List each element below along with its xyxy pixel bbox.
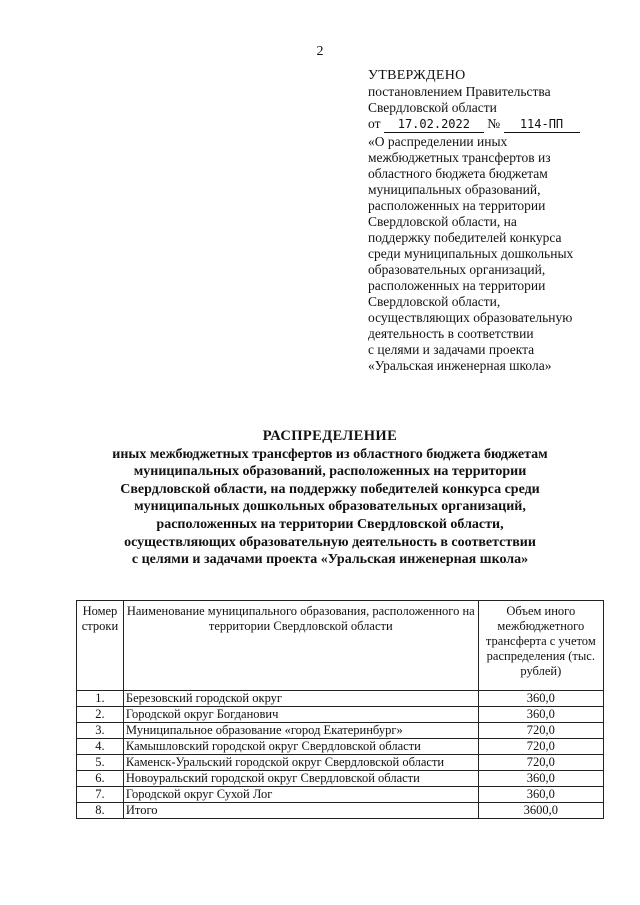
resolution-name-line: образовательных организаций, <box>368 262 546 277</box>
resolution-name-line: Свердловской области, <box>368 294 501 309</box>
date-prefix: от <box>368 116 381 131</box>
resolution-name-line: Свердловской области, на <box>368 214 517 229</box>
table-row <box>77 739 604 755</box>
heading-line: Свердловской области, на поддержку победителей конкурса среди <box>120 481 540 497</box>
row-number: 5. <box>77 755 124 771</box>
approval-date-line <box>368 116 618 133</box>
row-number: 8. <box>77 803 124 819</box>
resolution-name-line: поддержку победителей конкурса <box>368 230 562 245</box>
row-volume: 360,0 <box>478 771 603 787</box>
table-row-total <box>77 803 604 819</box>
distribution-table <box>76 600 604 819</box>
table-row <box>77 771 604 787</box>
document-heading <box>60 428 600 569</box>
resolution-name-line: расположенных на территории <box>368 278 546 293</box>
resolution-name-line: областного бюджета бюджетам <box>368 166 548 181</box>
resolution-name-line: деятельность в соответствии <box>368 326 534 341</box>
resolution-name-line: межбюджетных трансфертов из <box>368 150 551 165</box>
row-volume: 720,0 <box>478 723 603 739</box>
resolution-name-line: муниципальных образований, <box>368 182 541 197</box>
heading-title: РАСПРЕДЕЛЕНИЕ <box>262 428 398 444</box>
row-volume: 360,0 <box>478 707 603 723</box>
number-sign: № <box>487 116 501 131</box>
row-municipality: Городской округ Сухой Лог <box>123 787 478 803</box>
row-volume: 360,0 <box>478 787 603 803</box>
row-volume: 3600,0 <box>478 803 603 819</box>
row-municipality: Новоуральский городской округ Свердловской области <box>123 771 478 787</box>
row-number: 6. <box>77 771 124 787</box>
table-row <box>77 691 604 707</box>
header-municipality: Наименование муниципального образования, расположенного на территории Свердловской области <box>123 601 478 691</box>
heading-line: осуществляющих образовательную деятельность в соответствии <box>124 534 536 550</box>
approved-label: УТВЕРЖДЕНО <box>368 68 466 83</box>
table-row <box>77 707 604 723</box>
approval-block <box>368 68 618 374</box>
approval-line-2: Свердловской области <box>368 100 497 115</box>
heading-line: муниципальных дошкольных образовательных организаций, <box>134 499 526 515</box>
resolution-name-line: «О распределении иных <box>368 134 508 149</box>
row-volume: 360,0 <box>478 691 603 707</box>
row-number: 2. <box>77 707 124 723</box>
heading-line: иных межбюджетных трансфертов из областного бюджета бюджетам <box>112 446 548 462</box>
approval-number: 114-ПП <box>504 116 580 133</box>
row-number: 7. <box>77 787 124 803</box>
resolution-name-line: «Уральская инженерная школа» <box>368 358 552 373</box>
header-transfer-volume: Объем иного межбюджетного трансферта с учетом распределения (тыс. рублей) <box>478 601 603 691</box>
resolution-name-line: осуществляющих образовательную <box>368 310 573 325</box>
row-number: 4. <box>77 739 124 755</box>
approval-date: 17.02.2022 <box>384 116 484 133</box>
table-row <box>77 723 604 739</box>
row-volume: 720,0 <box>478 739 603 755</box>
heading-line: расположенных на территории Свердловской области, <box>156 516 504 532</box>
row-municipality: Муниципальное образование «город Екатеринбург» <box>123 723 478 739</box>
row-municipality: Городской округ Богданович <box>123 707 478 723</box>
row-number: 3. <box>77 723 124 739</box>
header-row-number: Номер строки <box>77 601 124 691</box>
row-municipality: Березовский городской округ <box>123 691 478 707</box>
row-municipality: Камышловский городской округ Свердловской области <box>123 739 478 755</box>
row-number: 1. <box>77 691 124 707</box>
resolution-name <box>368 134 618 374</box>
heading-line: с целями и задачами проекта «Уральская инженерная школа» <box>131 552 529 568</box>
approval-line-1: постановлением Правительства <box>368 84 551 99</box>
row-municipality: Итого <box>123 803 478 819</box>
page-number: 2 <box>316 44 324 59</box>
table-row <box>77 787 604 803</box>
resolution-name-line: среди муниципальных дошкольных <box>368 246 574 261</box>
heading-line: муниципальных образований, расположенных на территории <box>133 464 527 480</box>
row-municipality: Каменск-Уральский городской округ Свердловской области <box>123 755 478 771</box>
table-row <box>77 755 604 771</box>
resolution-name-line: с целями и задачами проекта <box>368 342 535 357</box>
resolution-name-line: расположенных на территории <box>368 198 546 213</box>
table-header-row <box>77 601 604 691</box>
row-volume: 720,0 <box>478 755 603 771</box>
